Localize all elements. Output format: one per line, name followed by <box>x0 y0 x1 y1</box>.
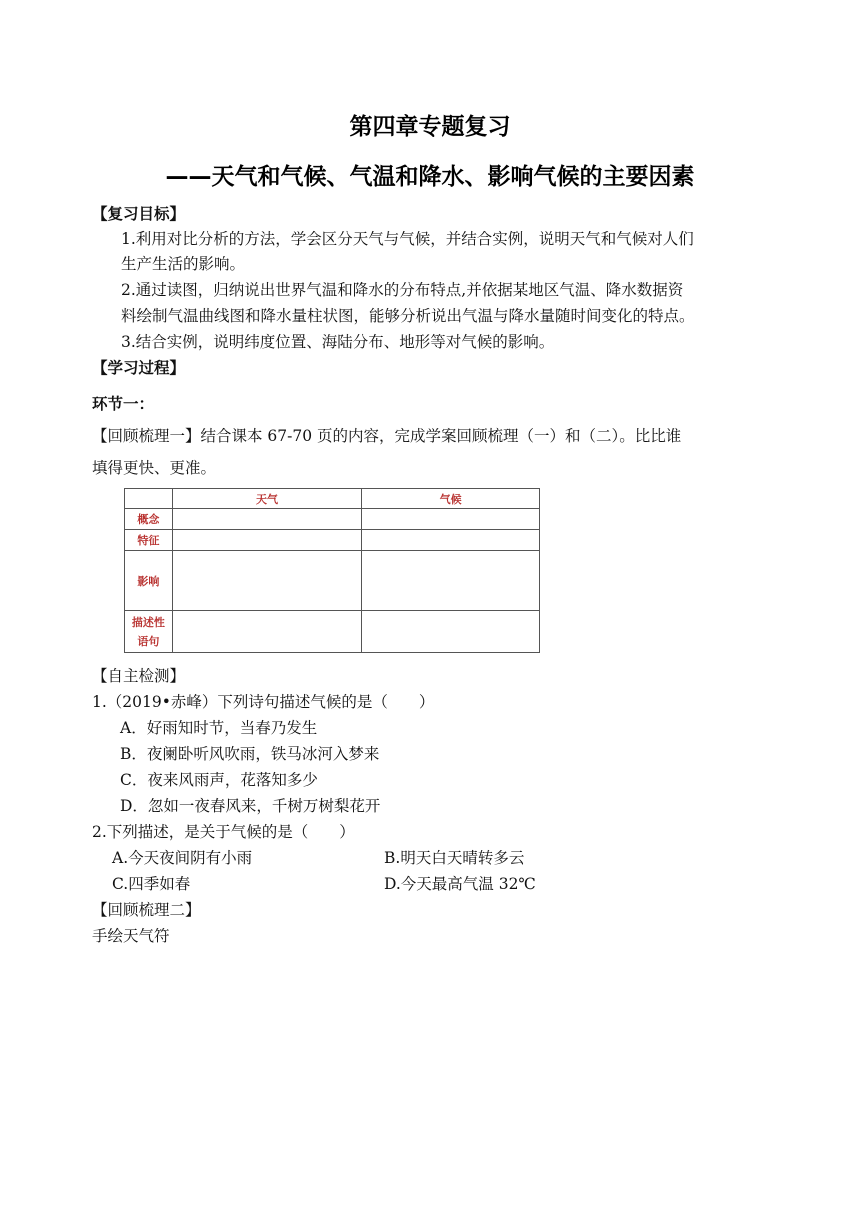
table-cell[interactable] <box>172 611 362 653</box>
page-title: 第四章专题复习 <box>349 114 511 140</box>
table-cell[interactable] <box>172 551 362 611</box>
goal-2-line-1: 2.通过读图，归纳说出世界气温和降水的分布特点,并依据某地区气温、降水数据资 <box>121 281 684 299</box>
goals-heading: 【复习目标】 <box>92 205 186 223</box>
table-row <box>125 530 540 551</box>
table-header-climate: 气候 <box>362 489 540 509</box>
table-cell[interactable] <box>362 551 540 611</box>
check-heading: 【自主检测】 <box>92 667 186 685</box>
page-subtitle: ——天气和气候、气温和降水、影响气候的主要因素 <box>165 164 695 190</box>
goal-1-line-2: 生产生活的影响。 <box>121 255 246 273</box>
question-1: 1.（2019•赤峰）下列诗句描述气候的是（ ） <box>92 693 435 711</box>
question-2-option-c[interactable]: C.四季如春 <box>112 875 191 893</box>
row-label-descriptive <box>125 611 173 653</box>
table-header-weather: 天气 <box>172 489 362 509</box>
review-1-line-1: 【回顾梳理一】结合课本 67-70 页的内容，完成学案回顾梳理（一）和（二）。比比谁 <box>92 427 682 445</box>
row-label-concept: 概念 <box>125 509 173 530</box>
question-2: 2.下列描述，是关于气候的是（ ） <box>92 823 355 841</box>
row-label-descriptive-line-2: 语句 <box>137 635 160 648</box>
goal-3: 3.结合实例，说明纬度位置、海陆分布、地形等对气候的影响。 <box>121 333 555 351</box>
row-label-feature: 特征 <box>125 530 173 551</box>
review-1-line-2: 填得更快、更准。 <box>92 459 217 477</box>
question-1-option-a[interactable]: A．好雨知时节，当春乃发生 <box>120 719 318 737</box>
process-heading: 【学习过程】 <box>92 359 186 377</box>
table-row <box>125 611 540 653</box>
question-1-option-d[interactable]: D．忽如一夜春风来，千树万树梨花开 <box>120 797 381 815</box>
table-row <box>125 509 540 530</box>
row-label-descriptive-line-1: 描述性 <box>131 616 165 629</box>
table-cell[interactable] <box>172 509 362 530</box>
review-2-text: 手绘天气符 <box>92 927 170 945</box>
table-cell[interactable] <box>172 530 362 551</box>
table-header-row <box>125 489 540 509</box>
goal-2-line-2: 料绘制气温曲线图和降水量柱状图，能够分析说出气温与降水量随时间变化的特点。 <box>121 307 695 325</box>
question-2-option-d[interactable]: D.今天最高气温 32℃ <box>384 875 536 893</box>
table-cell[interactable] <box>362 611 540 653</box>
section-label: 环节一： <box>92 395 155 413</box>
table-cell[interactable] <box>362 509 540 530</box>
question-1-option-b[interactable]: B．夜阑卧听风吹雨，铁马冰河入梦来 <box>120 745 380 763</box>
question-1-option-c[interactable]: C．夜来风雨声，花落知多少 <box>120 771 318 789</box>
question-2-option-a[interactable]: A.今天夜间阴有小雨 <box>112 849 253 867</box>
review-2-heading: 【回顾梳理二】 <box>92 901 201 919</box>
question-2-option-b[interactable]: B.明天白天晴转多云 <box>384 849 525 867</box>
comparison-table <box>124 488 540 653</box>
table-cell[interactable] <box>362 530 540 551</box>
goal-1-line-1: 1.利用对比分析的方法，学会区分天气与气候，并结合实例，说明天气和气候对人们 <box>121 230 694 248</box>
row-label-impact: 影响 <box>125 551 173 611</box>
table-row <box>125 551 540 611</box>
table-header-blank <box>125 489 173 509</box>
